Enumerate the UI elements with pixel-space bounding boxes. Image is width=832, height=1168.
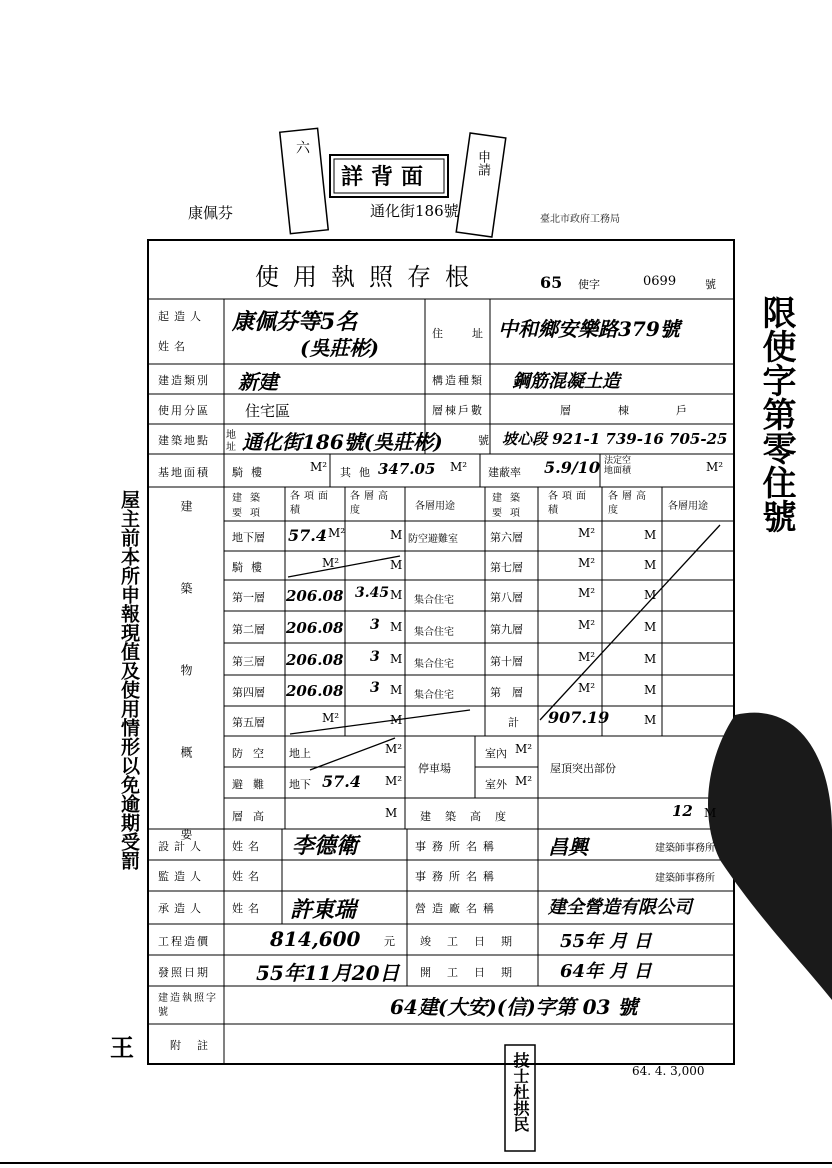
label-roof: 屋頂突出部份 (550, 762, 616, 775)
f7-height-unit: M (644, 558, 657, 572)
label-designer: 設計人 (158, 840, 206, 853)
row-f10: 第十層 (490, 655, 523, 668)
address-stamp: 通化街186號 (370, 202, 459, 220)
row-f3: 第三層 (232, 655, 265, 668)
permit-number: 0699 (643, 274, 677, 289)
row-f2: 第二層 (232, 623, 265, 636)
building-height-unit: M (704, 806, 717, 820)
f2-height-unit: M (390, 620, 403, 634)
f1-height: 3.45 (355, 585, 390, 601)
label-shelter: 避難 (232, 778, 274, 791)
designer-office-value: 昌興 (548, 835, 588, 859)
detail-back-stamp: 詳背面 (341, 164, 432, 190)
label-completion: 竣工日期 (420, 935, 528, 948)
label-parking: 停車場 (418, 762, 451, 775)
label-floors-units: 層棟戶數 (432, 404, 484, 417)
print-code: 64. 4. 3,000 (632, 1064, 705, 1078)
label-arcade-area: 騎樓 (232, 466, 270, 479)
col-height: 各層高度 (350, 491, 392, 516)
contractor-firm-value: 建全營造有限公司 (548, 897, 692, 918)
left-margin-note: 屋主前本所申報現值及使用情形以免逾期受罰 (118, 490, 140, 870)
applicant-value: 康佩芬等5名 (232, 309, 358, 335)
other-area-value: 347.05 (378, 460, 436, 478)
label-applicant-name: 姓名 (158, 340, 190, 353)
col-area-2: 各項面積 (548, 491, 590, 516)
f3-area: 206.08 (286, 651, 344, 669)
label-contractor-name: 姓名 (232, 902, 264, 915)
coverage-value: 5.9/10 (544, 458, 600, 477)
issue-date-value: 55年11月20日 (256, 961, 400, 985)
inspector-seal: 技士杜拱民 (511, 1052, 530, 1132)
other-unit: M² (450, 460, 468, 474)
label-remarks: 附註 (170, 1039, 224, 1052)
underground-unit: M² (385, 774, 403, 788)
permit-year: 65 (540, 273, 563, 292)
ground-unit: M² (385, 742, 403, 756)
left-seal-text: 六 (294, 140, 310, 154)
structure-value: 鋼筋混凝土造 (512, 371, 620, 392)
label-address-2: 址 (472, 327, 483, 340)
row-f1: 第一層 (232, 591, 265, 604)
label-coverage: 建蔽率 (488, 466, 521, 479)
f1-use: 集合住宅 (414, 595, 454, 606)
label-other: 其他 (340, 466, 378, 479)
f6-area-unit: M² (578, 526, 596, 540)
basement-area: 57.4 (288, 526, 327, 545)
applicant-sub-value: (吳莊彬) (300, 336, 379, 360)
label-supervisor: 監造人 (158, 870, 206, 883)
f10-height-unit: M (644, 652, 657, 666)
col-use: 各層用途 (415, 501, 455, 512)
f10-area-unit: M² (578, 650, 596, 664)
row-f7: 第七層 (490, 561, 523, 574)
f4-use: 集合住宅 (414, 690, 454, 701)
left-margin-char: 王 (110, 1033, 134, 1062)
label-building-summary: 建築物概要 (179, 500, 193, 910)
underground-area: 57.4 (322, 772, 361, 791)
f3-use: 集合住宅 (414, 659, 454, 670)
label-supervisor-office: 事務所名稱 (415, 870, 500, 883)
arcade-row-unit: M² (322, 556, 340, 570)
building-height-value: 12 (672, 802, 693, 820)
row-f6: 第六層 (490, 531, 523, 544)
label-designer-office: 事務所名稱 (415, 840, 500, 853)
f7-area-unit: M² (578, 556, 596, 570)
designer-value: 李德衛 (292, 833, 359, 859)
row-total: 計 (508, 716, 519, 729)
label-outdoor: 室外 (485, 778, 507, 791)
legal-open-unit: M² (706, 460, 724, 474)
label-site-no: 號 (478, 434, 489, 447)
label-indoor: 室內 (485, 747, 507, 760)
right-seal-text: 申請 (475, 150, 490, 176)
fx-height-unit: M (644, 683, 657, 697)
floor-height-unit: M (385, 806, 398, 820)
label-issue-date: 發照日期 (158, 966, 210, 979)
f5-height-unit: M (390, 713, 403, 727)
f9-area-unit: M² (578, 618, 596, 632)
row-fx: 第 層 (490, 686, 523, 699)
f2-area: 206.08 (286, 619, 344, 637)
f6-height-unit: M (644, 528, 657, 542)
f1-area: 206.08 (286, 587, 344, 605)
row-f9: 第九層 (490, 623, 523, 636)
col-area: 各項面積 (290, 491, 332, 516)
outdoor-unit: M² (515, 774, 533, 788)
total-area: 907.19 (548, 708, 610, 727)
lot-value: 坡心段 921-1 739-16 705-25 (502, 430, 728, 448)
arcade-unit: M² (310, 460, 328, 474)
f8-area-unit: M² (578, 586, 596, 600)
label-structure: 構造種類 (432, 374, 484, 387)
label-permit-no: 建造執照字號 (158, 993, 218, 1018)
start-date-value: 64年 月 日 (560, 961, 652, 982)
cost-unit: 元 (384, 935, 395, 948)
owner-stamp: 康佩芬 (188, 204, 234, 222)
f3-height: 3 (370, 649, 380, 665)
arcade-height-unit: M (390, 558, 403, 572)
label-designer-name: 姓名 (232, 840, 264, 853)
label-contractor: 承造人 (158, 902, 206, 915)
label-floor-height: 層高 (232, 810, 274, 823)
label-supervisor-name: 姓名 (232, 870, 264, 883)
indoor-unit: M² (515, 742, 533, 756)
f5-area-unit: M² (322, 711, 340, 725)
form-title: 使用執照存根 (255, 263, 483, 291)
basement-height-unit: M (390, 528, 403, 542)
label-build-type: 建造類別 (158, 374, 210, 387)
site-value: 通化街186號(吳莊彬) (242, 430, 443, 454)
label-base-area: 基地面積 (158, 466, 210, 479)
col-item-bottom: 要項 (232, 508, 268, 519)
basement-use: 防空避難室 (408, 534, 458, 545)
permit-suffix: 號 (705, 278, 716, 291)
completion-value: 55年 月 日 (560, 931, 652, 952)
build-type-value: 新建 (238, 370, 278, 394)
row-f8: 第八層 (490, 591, 523, 604)
col-item-top: 建築 (232, 493, 268, 504)
f3-height-unit: M (390, 652, 403, 666)
label-site-addr-top: 地 (226, 430, 236, 441)
row-f4: 第四層 (232, 686, 265, 699)
f2-height: 3 (370, 617, 380, 633)
row-basement: 地下層 (232, 531, 265, 544)
floors-units-value: 層 棟 戶 (560, 404, 705, 417)
address-value: 中和鄉安樂路379號 (498, 317, 680, 341)
label-applicant: 起造人 (158, 310, 206, 323)
label-address: 住 (432, 327, 443, 340)
top-right-note: 臺北市政府工務局 (540, 214, 620, 225)
col-item-top-2: 建築 (492, 493, 528, 504)
permit-word: 使字 (578, 278, 600, 291)
permit-no-value: 64建(大安)(信)字第 03 號 (390, 995, 638, 1019)
right-edge-text: 限使字第零住號 (756, 295, 796, 533)
label-underground: 地下 (289, 778, 311, 791)
label-cost: 工程造價 (158, 935, 210, 948)
col-item-bottom-2: 要項 (492, 508, 528, 519)
basement-area-unit: M² (328, 526, 346, 540)
f4-height-unit: M (390, 683, 403, 697)
label-site: 建築地點 (158, 434, 210, 447)
architect-office-1: 建築師事務所 (655, 843, 715, 854)
label-site-addr-bottom: 址 (226, 442, 236, 453)
architect-office-2: 建築師事務所 (655, 873, 715, 884)
cost-value: 814,600 (270, 927, 361, 951)
label-air-raid: 防空 (232, 747, 274, 760)
f1-height-unit: M (390, 588, 403, 602)
f8-height-unit: M (644, 588, 657, 602)
label-legal-open: 法定空地面積 (604, 456, 632, 476)
total-height-unit: M (644, 713, 657, 727)
f4-area: 206.08 (286, 682, 344, 700)
label-start-date: 開工日期 (420, 966, 528, 979)
f2-use: 集合住宅 (414, 627, 454, 638)
use-zone-value: 住宅區 (245, 402, 291, 420)
label-contractor-firm: 營造廠名稱 (415, 902, 500, 915)
f9-height-unit: M (644, 620, 657, 634)
label-ground: 地上 (289, 747, 311, 760)
col-use-2: 各層用途 (668, 501, 708, 512)
row-arcade: 騎樓 (232, 561, 270, 574)
label-use-zone: 使用分區 (158, 404, 210, 417)
label-building-height: 建築高度 (420, 810, 520, 823)
contractor-value: 許東瑞 (290, 897, 357, 923)
row-f5: 第五層 (232, 716, 265, 729)
f4-height: 3 (370, 680, 380, 696)
fx-area-unit: M² (578, 681, 596, 695)
col-height-2: 各層高度 (608, 491, 650, 516)
